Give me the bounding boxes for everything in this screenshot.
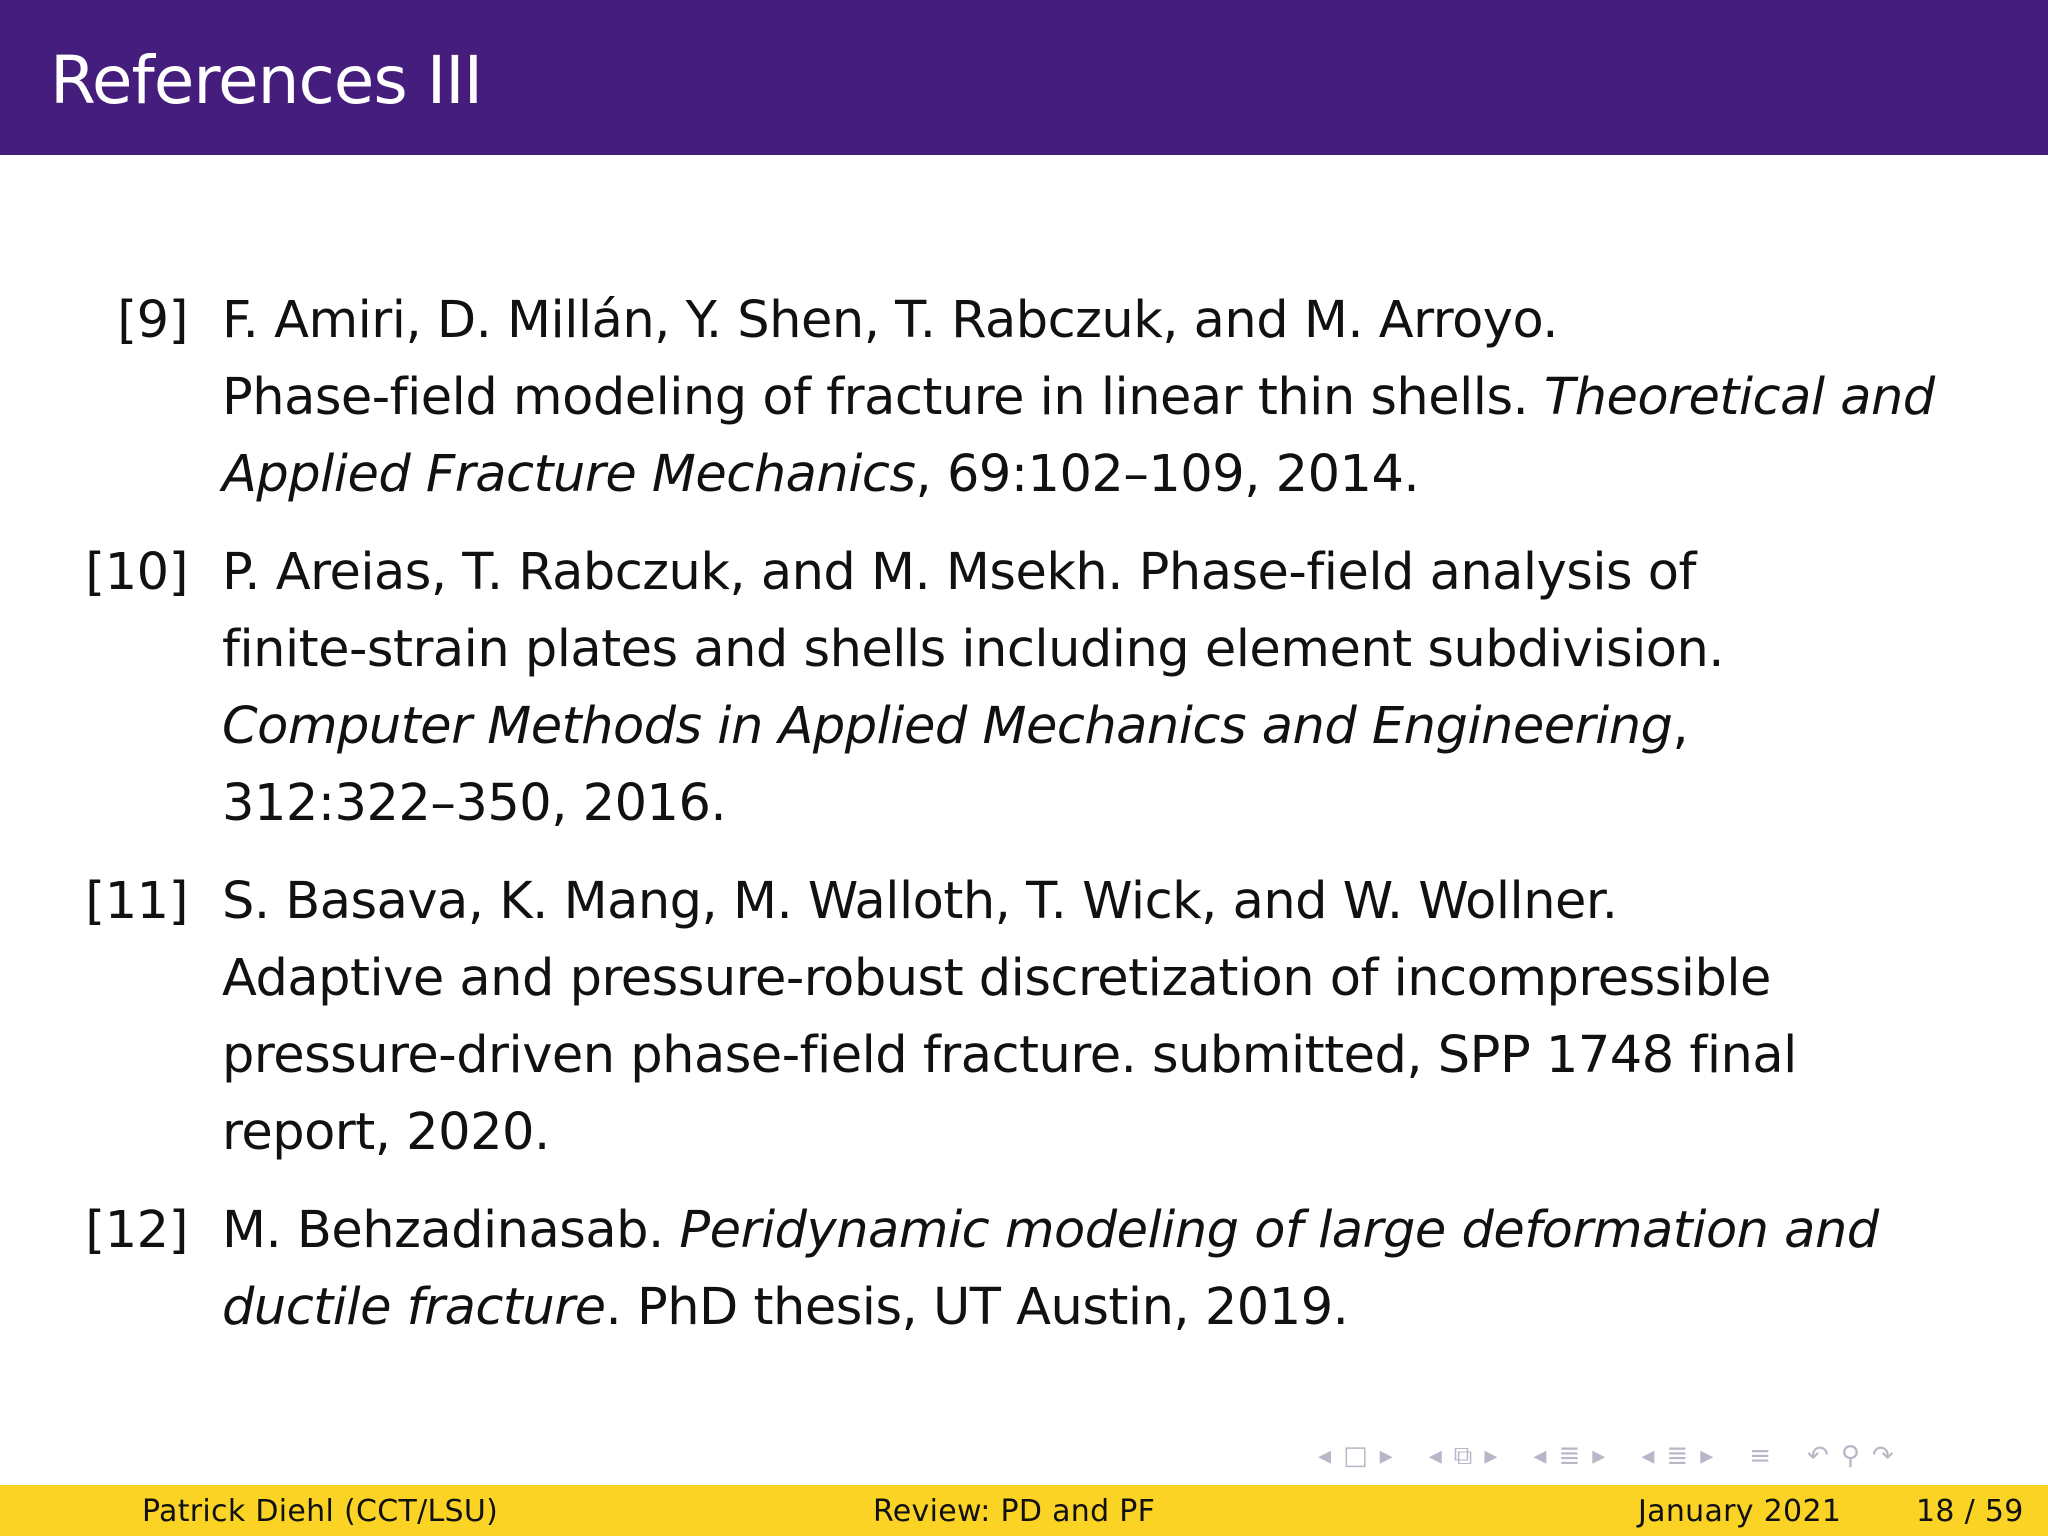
reference-segment: ,	[1672, 697, 1689, 756]
reference-segment: finite-strain plates and shells including element subdivision.	[222, 620, 1725, 679]
reference-italic-segment: Applied Fracture Mechanics	[222, 445, 916, 504]
reference-line	[222, 359, 2012, 436]
reference-segment: , 69:102–109, 2014.	[915, 445, 1420, 504]
reference-segment: F. Amiri, D. Millán, Y. Shen, T. Rabczuk, and M. Arroyo.	[222, 291, 1558, 350]
reference-segment: M. Behzadinasab.	[222, 1201, 680, 1260]
nav-subsection-icon[interactable]: ⧉	[1453, 1440, 1473, 1471]
reference-line	[222, 1017, 2012, 1094]
reference-italic-segment: Theoretical and	[1543, 368, 1935, 427]
reference-text	[222, 282, 2012, 513]
reference-item	[0, 534, 2048, 842]
reference-segment: S. Basava, K. Mang, M. Walloth, T. Wick, and W. Wollner.	[222, 872, 1618, 931]
reference-number: [12]	[85, 1201, 188, 1260]
nav-page-next-icon[interactable]: ▸	[1700, 1441, 1714, 1471]
reference-text	[222, 863, 2012, 1171]
slide-header	[0, 0, 2048, 155]
reference-italic-segment: Peridynamic modeling of large deformation and	[679, 1201, 1879, 1260]
footer-date: January 2021	[1638, 1494, 1842, 1529]
reference-segment: Phase-field modeling of fracture in linear thin shells.	[222, 368, 1544, 427]
reference-text	[222, 1192, 2012, 1346]
reference-line	[222, 282, 2012, 359]
reference-line	[222, 688, 2012, 765]
nav-section-next-icon[interactable]: ▸	[1592, 1441, 1606, 1471]
reference-line	[222, 940, 2012, 1017]
reference-number: [9]	[117, 291, 188, 350]
reference-segment: P. Areias, T. Rabczuk, and M. Msekh. Phase-field analysis of	[222, 543, 1696, 602]
reference-text	[222, 534, 2012, 842]
nav-subsection-prev-icon[interactable]: ◂	[1428, 1441, 1442, 1471]
reference-line	[222, 436, 2012, 513]
reference-line	[222, 534, 2012, 611]
nav-frame-next-icon[interactable]: ▸	[1379, 1441, 1393, 1471]
nav-page-icon[interactable]: ≣	[1666, 1441, 1689, 1471]
footer-page-number: 18 / 59	[1916, 1494, 2024, 1529]
beamer-navigation-bar	[1318, 1440, 2038, 1472]
reference-number: [10]	[85, 543, 188, 602]
slide-footer	[0, 1485, 2048, 1536]
reference-line	[222, 765, 2012, 842]
reference-italic-segment: ductile fracture	[222, 1278, 606, 1337]
nav-forward-icon[interactable]: ↷	[1871, 1441, 1894, 1471]
nav-search-icon[interactable]: ⚲	[1840, 1441, 1860, 1471]
reference-segment: Adaptive and pressure-robust discretization of incompressible	[222, 949, 1771, 1008]
slide-title: References III	[50, 42, 483, 119]
nav-frame-icon[interactable]: □	[1343, 1441, 1368, 1471]
nav-subsection-next-icon[interactable]: ▸	[1484, 1441, 1498, 1471]
reference-line	[222, 611, 2012, 688]
nav-back-icon[interactable]: ↶	[1807, 1441, 1829, 1471]
reference-line	[222, 863, 2012, 940]
reference-segment: pressure-driven phase-field fracture. submitted, SPP 1748 final	[222, 1026, 1797, 1085]
reference-line	[222, 1269, 2012, 1346]
reference-item	[0, 863, 2048, 1171]
nav-section-icon[interactable]: ≣	[1558, 1441, 1581, 1471]
reference-item	[0, 282, 2048, 513]
reference-number: [11]	[85, 872, 188, 931]
nav-page-prev-icon[interactable]: ◂	[1641, 1441, 1655, 1471]
footer-author: Patrick Diehl (CCT/LSU)	[142, 1494, 499, 1529]
reference-italic-segment: Computer Methods in Applied Mechanics and Engineering	[222, 697, 1673, 756]
reference-segment: report, 2020.	[222, 1103, 550, 1162]
reference-segment: . PhD thesis, UT Austin, 2019.	[605, 1278, 1349, 1337]
reference-list	[0, 282, 2048, 1367]
reference-segment: 312:322–350, 2016.	[222, 774, 727, 833]
reference-line	[222, 1094, 2012, 1171]
footer-short-title: Review: PD and PF	[873, 1494, 1156, 1529]
reference-line	[222, 1192, 2012, 1269]
nav-section-prev-icon[interactable]: ◂	[1533, 1441, 1547, 1471]
nav-frame-prev-icon[interactable]: ◂	[1318, 1441, 1332, 1471]
reference-item	[0, 1192, 2048, 1346]
nav-toc-icon[interactable]: ≡	[1749, 1441, 1772, 1471]
